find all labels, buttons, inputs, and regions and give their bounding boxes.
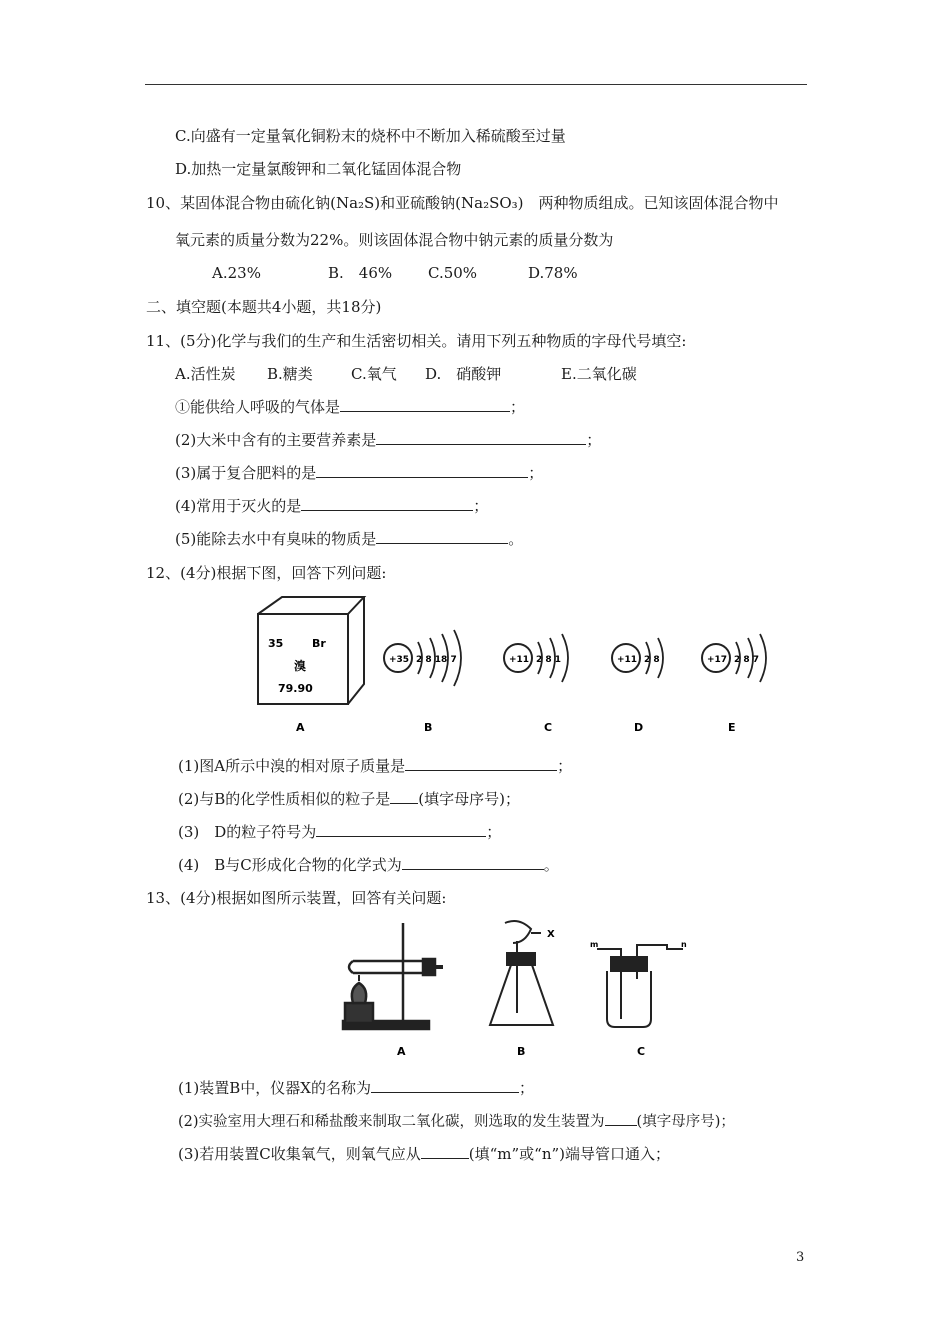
q11-stem: 11、(5分)化学与我们的生产和生活密切相关。请用下列五种物质的字母代号填空: [146,332,687,350]
q11-item: (2)大米中含有的主要营养素是 ； [175,431,602,449]
atom-diagram-b [384,630,461,734]
nucleus-charge: +11 [509,655,530,665]
q10-options [212,263,578,283]
answer-blank[interactable] [376,529,508,544]
q11-item: (4)常用于灭火的是 ； [175,497,489,515]
page-number: 3 [796,1250,805,1265]
nucleus-charge: +17 [707,655,728,665]
atom-diagram-e [702,634,766,734]
answer-blank[interactable] [301,496,473,511]
q12-item: (2)与B的化学性质相似的粒子是 (填字母序号)； [178,790,520,808]
apparatus-label-b: B [517,1045,526,1058]
q12-item: (1)图A所示中溴的相对原子质量是 ； [178,757,573,775]
atom-diagram-d [612,638,663,734]
q11-option-d: D. 硝酸钾 [425,365,502,383]
q10-option-d: D.78% [528,264,578,282]
q10-option-a: A.23% [212,264,261,282]
q11-option-a: A.活性炭 [175,365,236,383]
electron-shells: 2 8 7 [734,655,760,665]
q11-option-b: B.糖类 [267,365,313,383]
q9-option-c: C.向盛有一定量氧化铜粉末的烧杯中不断加入稀硫酸至过量 [175,127,566,145]
q13-figure [335,915,695,1065]
q10-option-b: B. 46% [328,264,393,282]
q9-option-d: D.加热一定量氯酸钾和二氧化锰固体混合物 [175,160,462,178]
element-symbol: Br [312,637,326,650]
q11-options [175,364,637,384]
apparatus-c [597,945,683,1027]
nucleus-charge: +11 [617,655,638,665]
q10-option-c: C.50% [428,264,478,282]
answer-blank[interactable] [402,855,544,870]
port-m-label: m [590,940,599,949]
q12-item: (3) D的粒子符号为 ； [178,823,502,841]
answer-blank[interactable] [390,789,418,804]
nucleus-charge: +35 [389,655,410,665]
apparatus-label-a: A [397,1045,406,1058]
element-name: 溴 [294,659,307,673]
port-n-label: n [681,940,687,949]
q13-item: (1)装置B中，仪器X的名称为 ； [178,1079,534,1097]
q12-stem: 12、(4分)根据下图，回答下列问题: [146,564,387,582]
electron-shells: 2 8 18 7 [416,655,457,665]
answer-blank[interactable] [340,397,510,412]
answer-blank[interactable] [421,1144,469,1159]
electron-shells: 2 8 1 [536,655,562,665]
q12-item: (4) B与C形成化合物的化学式为 。 [178,856,559,874]
figure-label-c: C [544,721,553,734]
q11-item: (5)能除去水中有臭味的物质是 。 [175,530,524,548]
element-number: 35 [268,637,284,650]
q13-stem: 13、(4分)根据如图所示装置，回答有关问题: [146,889,447,907]
answer-blank[interactable] [316,463,528,478]
answer-blank[interactable] [605,1111,637,1126]
q11-item: (3)属于复合肥料的是 ； [175,464,544,482]
answer-blank[interactable] [376,430,586,445]
apparatus-a [343,923,443,1029]
q11-item: ①能供给人呼吸的气体是 ； [175,398,526,416]
header-rule [145,84,807,85]
electron-shells: 2 8 [644,655,660,665]
q11-option-c: C.氧气 [351,365,397,383]
apparatus-label-c: C [637,1045,646,1058]
q10-stem-line2: 氧元素的质量分数为22%。则该固体混合物中钠元素的质量分数为 [175,231,614,249]
figure-label-a: A [296,721,305,734]
q10-stem-line1: 10、某固体混合物由硫化钠(Na₂S)和亚硫酸钠(Na₂SO₃) 两种物质组成。已知该固体混合物中 [146,194,779,212]
q11-option-e: E.二氧化碳 [561,365,637,383]
answer-blank[interactable] [316,822,486,837]
q13-item: (2)实验室用大理石和稀盐酸来制取二氧化碳，则选取的发生装置为 (填字母序号)； [178,1111,735,1132]
section-title: 二、填空题(本题共4小题，共18分) [146,298,382,316]
atom-diagram-c [504,634,568,734]
x-label: X [547,929,555,940]
element-mass: 79.90 [278,682,313,695]
figure-label-d: D [634,721,644,734]
answer-blank[interactable] [371,1078,519,1093]
figure-label-b: B [424,721,433,734]
answer-blank[interactable] [405,756,557,771]
q12-figure [250,592,790,742]
apparatus-b [490,921,553,1025]
q13-item: (3)若用装置C收集氧气，则氧气应从 (填“m”或“n”)端导管口通入； [178,1145,670,1163]
figure-label-e: E [728,721,736,734]
